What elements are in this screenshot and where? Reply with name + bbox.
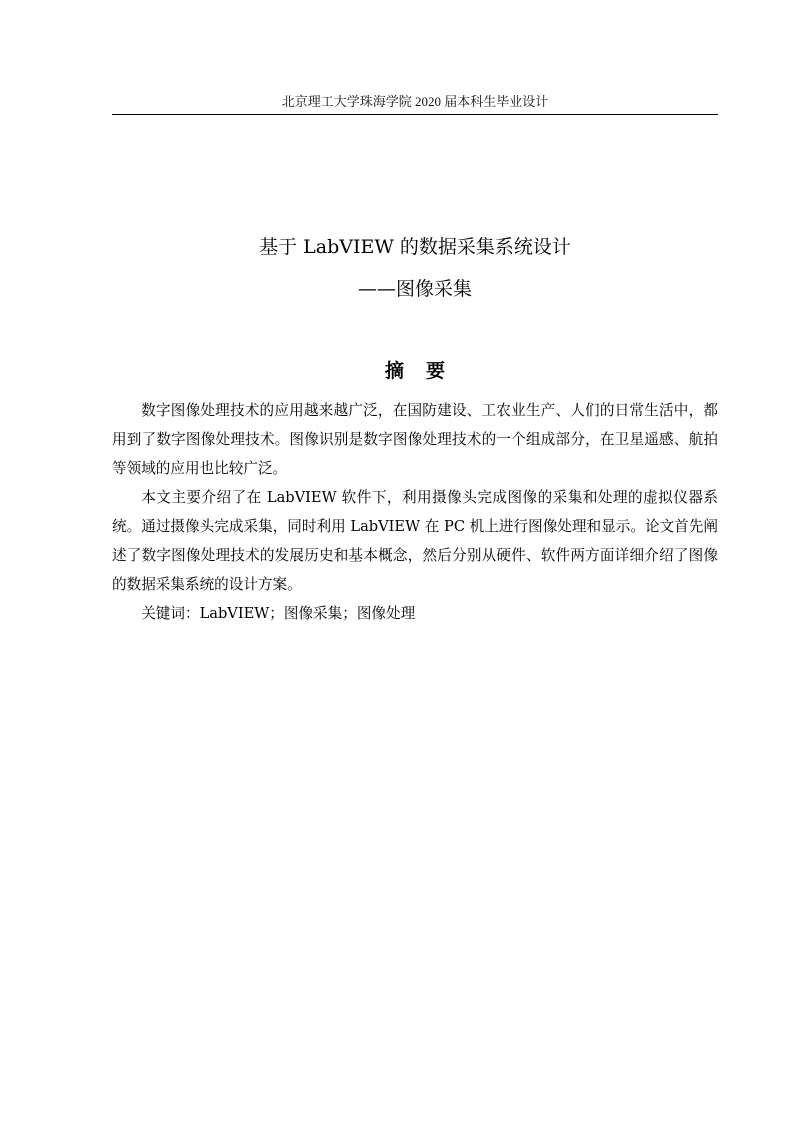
thesis-title: 基于 LabVIEW 的数据采集系统设计 <box>259 236 571 258</box>
keywords-line: 关键词：LabVIEW；图像采集；图像处理 <box>141 605 416 622</box>
abstract-paragraph-1: 数字图像处理技术的应用越来越广泛，在国防建设、工农业生产、人们的日常生活中，都用到了数字图像处理技术。图像识别是数字图像处理技术的一个组成部分，在卫星遥感、航拍等领域的应用也比较广泛。 <box>112 402 718 477</box>
abstract-paragraph-2: 本文主要介绍了在 LabVIEW 软件下，利用摄像头完成图像的采集和处理的虚拟仪器系统。通过摄像头完成采集，同时利用 LabVIEW 在 PC 机上进行图像处理和显示。论文首先阐述了数字图像处理技术的发展历史和基本概念，然后分别从硬件、软件两方面详细介绍了图像的数据采集系统的设计方案。 <box>112 489 718 593</box>
header-rule <box>112 114 718 115</box>
abstract-heading: 摘要 <box>384 360 467 382</box>
abstract-body <box>112 396 718 628</box>
thesis-subtitle: ——图像采集 <box>357 278 472 300</box>
running-header: 北京理工大学珠海学院 2020 届本科生毕业设计 <box>281 94 549 109</box>
